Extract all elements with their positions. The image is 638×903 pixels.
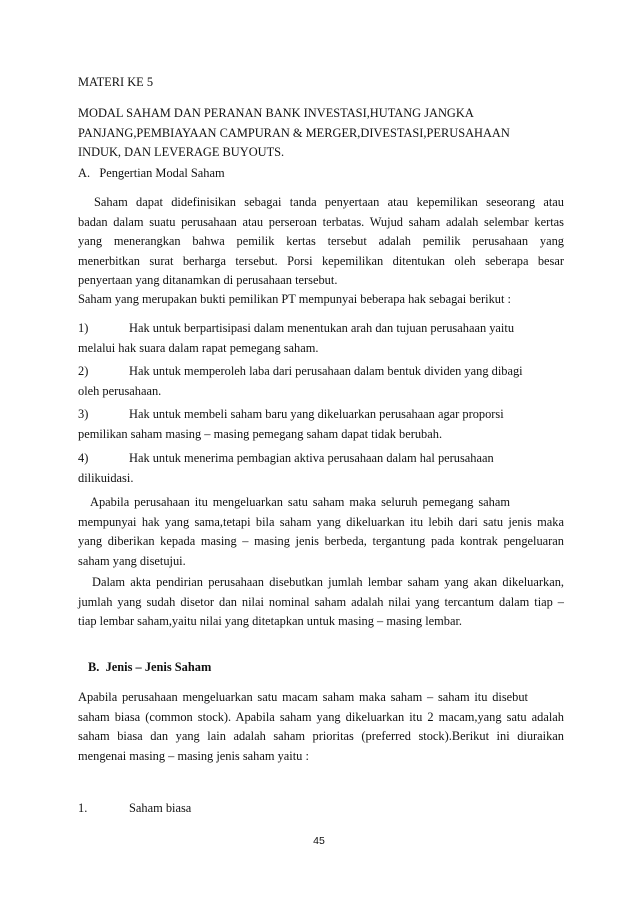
right-item-1 bbox=[78, 319, 564, 358]
item-number: 1) bbox=[78, 321, 89, 335]
right-item-4 bbox=[78, 449, 564, 488]
text-line: penyertaan yang ditanamkan di perusahaan tersebut. bbox=[78, 273, 338, 287]
section-b-title: Jenis – Jenis Saham bbox=[105, 660, 212, 674]
item-number: 1. bbox=[78, 801, 88, 815]
item-number: 3) bbox=[78, 407, 89, 421]
right-item-2 bbox=[78, 362, 564, 401]
section-b-letter: B. bbox=[88, 660, 100, 674]
document-page bbox=[78, 0, 564, 903]
title-line: INDUK, DAN LEVERAGE BUYOUTS. bbox=[78, 145, 285, 159]
text-line: mempunyai hak yang sama,tetapi bila saham yang dikeluarkan itu lebih dari satu jenis maka bbox=[78, 514, 564, 529]
item-continuation: melalui hak suara dalam rapat pemegang saham. bbox=[78, 340, 319, 355]
item-text: Hak untuk membeli saham baru yang dikeluarkan perusahaan agar proporsi bbox=[129, 407, 504, 421]
materi-label: MATERI KE 5 bbox=[78, 75, 154, 89]
rights-intro bbox=[78, 290, 564, 310]
section-a-letter: A. bbox=[78, 166, 91, 180]
document-title bbox=[78, 104, 564, 163]
section-b-heading bbox=[78, 658, 564, 678]
title-line: MODAL SAHAM DAN PERANAN BANK INVESTASI,HUTANG JANGKA bbox=[78, 106, 474, 120]
text-line: yang menerangkan bahwa pemilik kertas tersebut adalah pemilik perusahaan yang bbox=[78, 234, 564, 248]
text-line: badan dalam suatu perusahaan atau perseroan terbatas. Wujud saham adalah selembar kertas bbox=[78, 214, 564, 229]
right-item-3 bbox=[78, 405, 564, 444]
item-text: Saham biasa bbox=[129, 801, 192, 815]
text-line: Saham dapat didefinisikan sebagai tanda penyertaan atau kepemilikan seseorang atau bbox=[94, 195, 564, 209]
item-continuation: dilikuidasi. bbox=[78, 470, 134, 485]
text-line: jumlah yang sudah disetor dan nilai nominal saham adalah nilai yang tercantum dalam tiap – bbox=[78, 594, 564, 609]
section-a-title: Pengertian Modal Saham bbox=[99, 166, 225, 180]
paragraph-jenis-saham bbox=[78, 688, 564, 766]
text-line: Saham yang merupakan bukti pemilikan PT mempunyai beberapa hak sebagai berikut : bbox=[78, 292, 511, 306]
text-line: Apabila perusahaan itu mengeluarkan satu saham maka seluruh pemegang saham bbox=[90, 495, 510, 509]
materi-heading bbox=[78, 73, 564, 93]
text-line: yang diberikan kepada masing – masing jenis berbeda, tergantung pada kontrak pengeluaran bbox=[78, 534, 564, 548]
item-number: 4) bbox=[78, 451, 89, 465]
text-line: Dalam akta pendirian perusahaan disebutkan jumlah lembar saham yang akan dikeluarkan, bbox=[92, 575, 564, 589]
item-continuation: oleh perusahaan. bbox=[78, 383, 162, 398]
text-line: saham yang disetujui. bbox=[78, 553, 186, 568]
item-text: Hak untuk berpartisipasi dalam menentukan arah dan tujuan perusahaan yaitu bbox=[129, 321, 515, 335]
page-number: 45 bbox=[313, 835, 325, 847]
paragraph-definition bbox=[78, 193, 564, 291]
text-line: Apabila perusahaan mengeluarkan satu macam saham maka saham – saham itu disebut bbox=[78, 690, 528, 704]
text-line: menerbitkan surat berharga tersebut. Porsi kepemilikan ditentukan oleh seberapa besar bbox=[78, 253, 564, 268]
text-line: tiap lembar saham,yaitu nilai yang ditetapkan untuk masing – masing lembar. bbox=[78, 614, 463, 628]
item-text: Hak untuk memperoleh laba dari perusahaan dalam bentuk dividen yang dibagi bbox=[129, 364, 523, 378]
section-a-heading bbox=[78, 164, 564, 184]
text-line: saham biasa (common stock). Apabila saham yang dikeluarkan itu 2 macam,yang satu adalah bbox=[78, 709, 564, 724]
title-line: PANJANG,PEMBIAYAAN CAMPURAN & MERGER,DIVESTASI,PERUSAHAAN bbox=[78, 125, 510, 140]
paragraph-akta bbox=[78, 573, 564, 632]
item-text: Hak untuk menerima pembagian aktiva perusahaan dalam hal perusahaan bbox=[129, 451, 494, 465]
item-number: 2) bbox=[78, 364, 89, 378]
list-item-saham-biasa bbox=[78, 799, 564, 819]
paragraph-rights-equality bbox=[78, 493, 564, 571]
item-continuation: pemilikan saham masing – masing pemegang saham dapat tidak berubah. bbox=[78, 426, 443, 441]
text-line: saham biasa dan yang lain adalah saham prioritas (preferred stock).Berikut ini diuraikan bbox=[78, 729, 564, 743]
text-line: mengenai masing – masing jenis saham yaitu : bbox=[78, 748, 309, 763]
